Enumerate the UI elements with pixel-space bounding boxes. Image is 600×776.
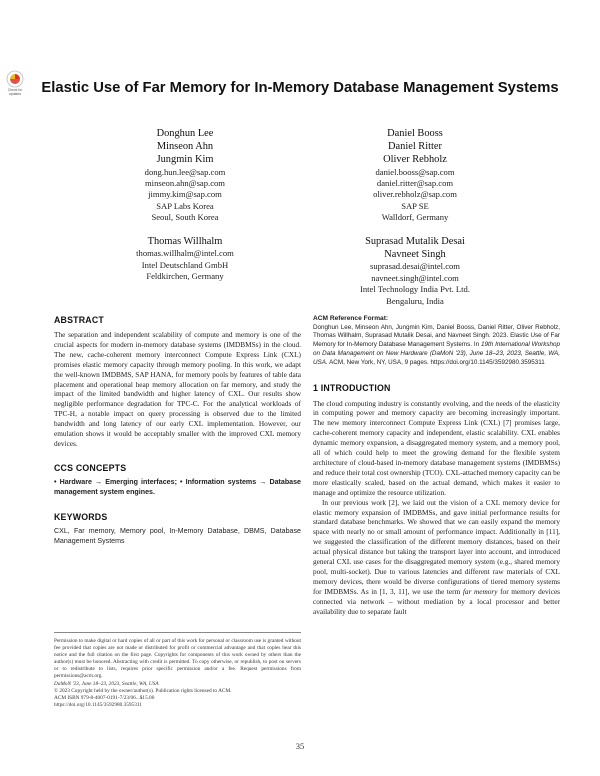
badge-label[interactable]: Check for updates	[7, 88, 23, 96]
author-email[interactable]: suprasad.desai@intel.com	[369, 261, 460, 272]
introduction-paragraph-1: The cloud computing industry is constantly evolving, and the needs of the elasticity in computing power and memory capacity are becoming increasingly important. The new memory interconnect Compute Express Link (CXL) [7] promises large, cache-coherent memory capacity and independent, elastic scalability. CXL enables dynamic memory expansion, a disaggregated memory system, and a memory pool, all of which could help to meet the growing demand for the flexible system architecture of cloud-based in-memory database management systems (IMDBMSs) and reduce their total cost ownership (TCO). CXL-attached memory capacity can be more elastically scaled, based on the actual demand, which makes it easier to manage and optimize the resource utilization.	[313, 398, 560, 497]
author-email[interactable]: thomas.willhalm@intel.com	[136, 248, 234, 259]
author-block-intel-india	[330, 235, 500, 307]
author-name: Oliver Rebholz	[383, 154, 447, 166]
author-location: Walldorf, Germany	[381, 212, 449, 223]
introduction-paragraph-2	[313, 498, 560, 617]
author-email[interactable]: daniel.ritter@sap.com	[376, 178, 454, 189]
ccs-text: • Hardware → Emerging interfaces; • Information systems → Database management system engines.	[54, 477, 301, 496]
author-block-intel-germany	[100, 235, 270, 282]
intro-p2-term: far memory	[462, 586, 498, 596]
author-name: Daniel Ritter	[388, 141, 442, 153]
acm-reference-venue: 19th International Workshop on Data Management on New Hardware (DaMoN '23), June 18–23, 2023, Seattle, WA, USA.	[313, 341, 561, 366]
author-affiliation: SAP SE	[401, 200, 429, 211]
author-affiliation: Intel Technology India Pvt. Ltd.	[360, 284, 470, 295]
author-affiliation: SAP Labs Korea	[156, 200, 214, 211]
keywords-text: CXL, Far memory, Memory pool, In-Memory Database, DBMS, Database Management Systems	[54, 527, 301, 546]
isbn-line: ACM ISBN 979-8-4007-0191-7/23/06...$15.00	[54, 695, 155, 702]
keywords-heading: KEYWORDS	[54, 512, 108, 523]
acm-reference-heading: ACM Reference Format:	[313, 315, 389, 322]
permission-text: Permission to make digital or hard copies of all or part of this work for personal or classroom use is granted without fee provided that copies are not made or distributed for profit or commercial advantage and that copies bear this notice and the full citation on the first page. Copyrights for components of this work owned by others than the author(s) must be honored. Abstracting with credit is permitted. To copy otherwise, or republish, to post on servers or to redistribute to lists, requires prior specific permission and/or a fee. Request permissions from permissions@acm.org.	[54, 638, 301, 679]
author-name: Jungmin Kim	[156, 154, 214, 166]
venue-text: DaMoN '23, June 18–23, 2023, Seattle, WA, USA	[54, 681, 159, 688]
author-email[interactable]: jimmy.kim@sap.com	[148, 189, 222, 200]
ccs-heading: CCS CONCEPTS	[54, 462, 127, 473]
author-location: Seoul, South Korea	[151, 212, 219, 223]
author-block-sap-korea	[100, 127, 270, 224]
author-email[interactable]: minseon.ahn@sap.com	[145, 178, 225, 189]
author-name: Minseon Ahn	[156, 141, 214, 153]
doi-link[interactable]: https://doi.org/10.1145/3592980.3595311	[54, 702, 142, 709]
author-block-sap-se	[330, 127, 500, 224]
author-name: Daniel Booss	[387, 128, 443, 139]
acm-reference-doi[interactable]: ACM, New York, NY, USA, 9 pages. https://doi.org/10.1145/3592980.3595311	[329, 358, 545, 366]
author-name: Suprasad Mutalik Desai	[365, 236, 465, 247]
author-affiliation: Intel Deutschland GmbH	[141, 259, 229, 270]
permission-footnote	[54, 632, 301, 709]
author-email[interactable]: daniel.booss@sap.com	[375, 166, 455, 177]
acm-reference-text	[313, 324, 560, 368]
intro-p2-end: for memory devices connected via network – without mediation by a local processor and better availability due to separate fault	[313, 586, 561, 616]
author-email[interactable]: navneet.singh@intel.com	[371, 272, 459, 283]
copyright-line: © 2023 Copyright held by the owner/author(s). Publication rights licensed to ACM.	[54, 688, 232, 695]
author-email[interactable]: oliver.rebholz@sap.com	[373, 189, 457, 200]
right-column	[313, 315, 560, 617]
paper-title: Elastic Use of Far Memory for In-Memory Database Management Systems	[41, 80, 559, 96]
author-location: Feldkirchen, Germany	[146, 271, 224, 282]
author-location: Bengaluru, India	[386, 295, 444, 306]
abstract-heading: ABSTRACT	[54, 315, 104, 325]
author-name: Thomas Willhalm	[147, 236, 223, 247]
intro-p2-start: In our previous work [2], we laid out the vision of a CXL memory device for elastic memory expansion of IMDBMSs, and gave initial performance results for standard database benchmarks. We showed that we can easily expand the memory space with nearly no or small amount of performance impact. Additionally in [11], we suggested the classification of the different memory distances, based on their actual physical distance but taking the transport layer into account, and introduced general CXL use cases for the disaggregated memory system (e.g., shared memory pool, multi-socket). Due to various latencies and different raw materials of CXL memory devices, there would be diverse configurations of tiered memory systems for IMDBMSs. As in [1, 3, 11], we use the term	[313, 497, 560, 596]
left-column	[54, 315, 301, 547]
acm-reference-authors: Donghun Lee, Minseon Ahn, Jungmin Kim, Daniel Booss, Daniel Ritter, Oliver Rebholz, Thomas Willhalm, Suprasad Mutalik Desai, and Navneet Singh. 2023. Elastic Use of Far Memory for In-Memory Database Management Systems. In	[313, 323, 560, 349]
author-email[interactable]: dong.hun.lee@sap.com	[144, 166, 226, 177]
author-name: Navneet Singh	[384, 249, 446, 261]
page-number: 35	[295, 741, 305, 751]
introduction-heading: 1 INTRODUCTION	[313, 382, 391, 393]
author-name: Donghun Lee	[156, 128, 214, 139]
abstract-text: The separation and independent scalability of compute and memory is one of the crucial aspects for modern in-memory database systems (IMDBMSs) in the cloud. The new, cache-coherent memory interconnect Compute Express Link (CXL) promises elastic memory capacity through memory pooling. In this work, we adapt the well-known IMDBMS, SAP HANA, for memory pools by features of table data placement and operational heap memory allocation on far memory, and study the impact of the limited bandwidth and higher latency of CXL. Our results show negligible performance degradation for TPC-C. For the analytical workloads of TPC-H, a notable impact on query processing is observed due to the limited bandwidth and long latency of our early CXL implementation. However, our emulation shows it would be acceptably smaller with the improved CXL memory devices.	[54, 330, 301, 448]
